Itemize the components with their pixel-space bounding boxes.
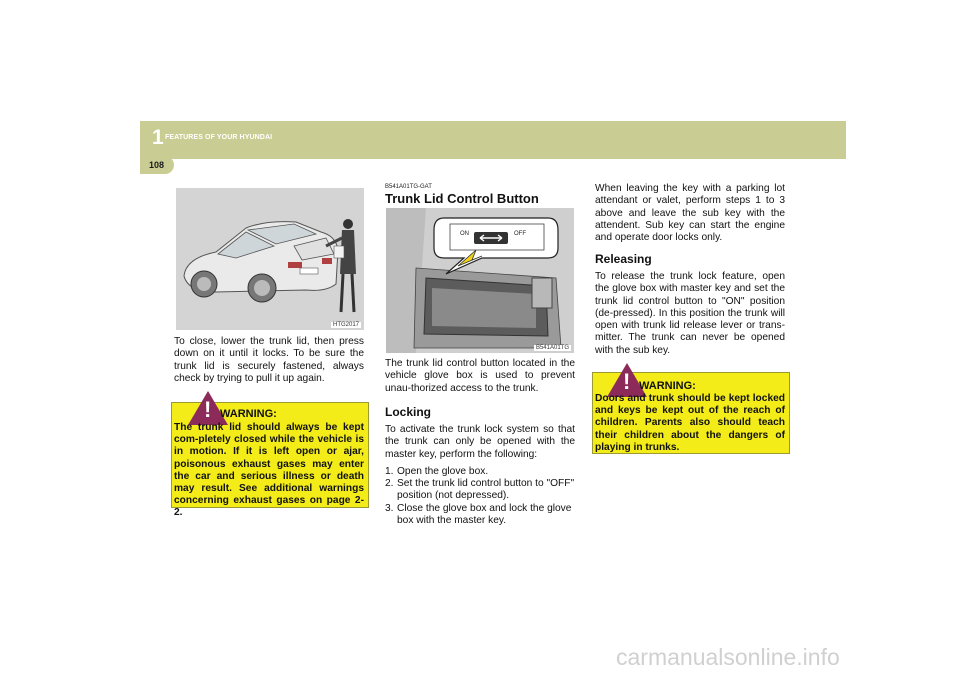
valet-paragraph: When leaving the key with a parking lot attendant or valet, perform steps 1 to 3 above and leave the sub key with the attendent. Sub key can start the engine and operate door locks only. xyxy=(595,183,785,244)
switch-on-label: ON xyxy=(460,231,469,237)
section-title: Trunk Lid Control Button xyxy=(385,191,539,206)
close-trunk-paragraph: To close, lower the trunk lid, then press down on it until it locks. To be sure the trunk lid is securely fastened, always check by trying to pull it up again. xyxy=(174,336,364,384)
left-paragraph-block xyxy=(174,336,364,385)
locking-steps xyxy=(385,466,575,527)
exclamation-icon: ! xyxy=(204,397,212,422)
locking-paragraph: To activate the trunk lock system so that the trunk can only be opened with the master key, perform the following: xyxy=(385,424,575,460)
list-item: 2. Set the trunk lid control button to "OFF" position (not depressed). xyxy=(385,478,575,502)
intro-paragraph: The trunk lid control button located in the vehicle glove box is used to prevent unau-thorized access to the trunk. xyxy=(385,358,575,394)
right-text-block xyxy=(595,183,785,244)
section-code: B541A01TG-GAT xyxy=(385,184,432,190)
chapter-title: FEATURES OF YOUR HYUNDAI xyxy=(165,134,273,141)
warning-title: WARNING: xyxy=(220,408,277,420)
list-item: 3. Close the glove box and lock the glove box with the master key. xyxy=(385,502,572,527)
warning-box-right xyxy=(592,369,790,454)
warning-title: WARNING: xyxy=(639,380,696,392)
trunk-closing-illustration xyxy=(176,188,364,330)
warning-box-left xyxy=(171,397,369,519)
glove-box-illustration xyxy=(386,208,574,353)
releasing-paragraph: To release the trunk lock feature, open the glove box with master key and set the trunk lid control button to "ON" position (de-pressed). In this position the trunk will open with trunk lid release lever or trans-mitter. The trunk can never be opened with the sub key. xyxy=(595,271,785,356)
releasing-block xyxy=(595,271,785,357)
middle-text-block xyxy=(385,358,575,395)
figure-label: B541A01TG xyxy=(535,345,569,351)
locking-block xyxy=(385,424,575,527)
switch-off-label: OFF xyxy=(514,231,526,237)
chapter-number: 1 xyxy=(152,126,164,149)
warning-text: Doors and trunk should be kept locked and keys be kept out of the reach of children. Parents also should teach their children about the dangers of playing in trunks. xyxy=(595,393,785,453)
releasing-heading: Releasing xyxy=(595,252,652,266)
list-item: 1. Open the glove box. xyxy=(385,465,489,477)
locking-heading: Locking xyxy=(385,405,432,419)
warning-text: The trunk lid should always be kept com-pletely closed while the vehicle is in motion. If it is left open or ajar, poisonous exhaust gases may enter the car and serious illness or death may result. See additional warnings concerning exhaust gases on page 2-2. xyxy=(174,422,364,519)
footer-watermark: carmanualsonline.info xyxy=(616,644,840,670)
figure-label: HTG2017 xyxy=(332,322,359,328)
page-number: 108 xyxy=(149,160,165,170)
exclamation-icon: ! xyxy=(623,369,631,394)
